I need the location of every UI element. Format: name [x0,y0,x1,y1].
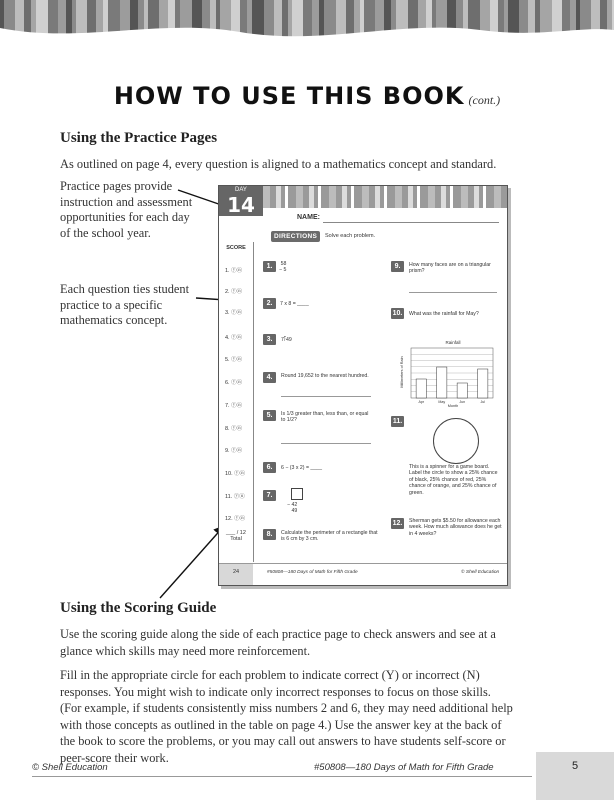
directions-text: Solve each problem. [325,233,376,239]
callout-line: of the school year. [60,225,151,240]
mini-footer-publisher: © Shell Education [461,570,500,575]
stripe [309,186,314,208]
callout-line: mathematics concept. [60,313,168,327]
question-number: 12. [392,520,403,527]
question-number: 3. [263,334,276,345]
stripe [417,186,420,208]
question-number: 11. [392,418,403,425]
score-row: 10. ⓨⓝ [225,471,246,477]
callout-line: practice to a specific [60,297,163,312]
paragraph-line: Use the scoring guide along the side of each practice page to check answers and see at a [60,627,496,641]
footer-rule [32,776,532,777]
callout-line: opportunities for each day [60,210,190,224]
stripe [474,186,479,208]
paragraph-line: with those concepts as outlined in the table on page 4.) Use the answer key at the back of [60,717,502,732]
stripe [395,186,402,208]
chart-title: Rainfall [445,340,461,345]
answer-line [281,396,371,397]
stripe [450,186,453,208]
answer-line [281,443,371,444]
question-number: 1. [263,261,276,272]
score-row: 3. ⓨⓝ [225,310,243,316]
day-box [219,186,263,216]
stripe [342,186,347,208]
scoring-paragraph-2 [60,667,513,766]
chart-tick-label: Apr [418,400,425,404]
day-label: DAY [235,187,247,193]
chart-bar [478,369,488,398]
day-number: 14 [227,193,255,217]
blank-box [291,488,303,500]
callout-line: Each question ties student [60,282,190,296]
stripe [318,186,321,208]
question-text: 58 − 5 [279,261,287,274]
score-heading: SCORE [226,245,246,251]
stripe [285,186,288,208]
score-row: 1. ⓨⓝ [225,268,243,274]
question-number: 4. [263,372,276,383]
name-line [323,222,499,223]
score-row: 12. ⓨⓝ [225,516,246,522]
stripe [483,186,486,208]
directions-badge: DIRECTIONS [271,231,320,242]
chart-tick-label: May [438,400,446,404]
title-cont: (cont.) [468,93,501,107]
chart-bar [457,383,467,398]
chart-bar [437,367,447,398]
question-number: 6. [263,462,276,473]
scoring-paragraph-1 [60,626,496,659]
paragraph-line: the book to score the problems, or you may call out answers to have students self-score or [60,734,506,748]
arrow-to-score-column [160,526,224,598]
footer-page-number: 5 [571,760,579,772]
question-text: − 42 49 [287,502,298,515]
stripe [375,186,380,208]
paragraph-line: (For example, if students consistently miss numbers 2 and 6, they may need additional help [60,701,513,715]
score-row: 2. ⓨⓝ [225,289,243,295]
paragraph-line: responses. You might wish to indicate only incorrect responses to focus on those skills. [60,684,491,699]
footer-publisher: © Shell Education [32,762,108,773]
score-row: 4. ⓨⓝ [225,335,243,341]
mini-footer-title: #50808—180 Days of Math for Fifth Grade [267,570,358,575]
question-text: Round 19,652 to the nearest hundred. [281,373,369,379]
chart-tick-label: Jun [459,400,466,404]
paragraph-line: glance which skills may need more reinforcement. [60,643,311,658]
chart-bars [416,367,488,398]
question-number: 5. [263,410,276,421]
score-row: 9. ⓨⓝ [225,448,243,454]
rainfall-chart [395,338,499,408]
score-row: 7. ⓨⓝ [225,403,243,409]
paragraph-line: Fill in the appropriate circle for each problem to indicate correct (Y) or incorrect (N) [60,668,480,682]
question-text: What was the rainfall for May? [409,311,479,317]
section-intro: As outlined on page 4, every question is aligned to a mathematics concept and standard. [60,157,497,171]
question-number: 2. [263,298,276,309]
chart-tick-label: Jul [480,400,486,404]
sample-practice-page [218,185,508,586]
question-number: 8. [263,529,276,540]
chart-bar [416,379,426,398]
footer-book-title: #50808—180 Days of Math for Fifth Grade [314,762,494,773]
question-text: Is 1/3 greater than, less than, or equal to 1/2? [281,411,369,424]
question-text: 7 x 8 = ____ [280,301,309,307]
title-main: HOW TO USE THIS BOOK [113,82,465,110]
stripe [296,186,303,208]
stripe [428,186,435,208]
score-row: 6. ⓨⓝ [225,380,243,386]
total-score [219,530,253,542]
question-number: 10. [392,310,403,317]
question-text: How many faces are on a triangular prism? [409,262,491,275]
stripe [384,186,387,208]
score-row: 5. ⓨⓝ [225,357,243,363]
callout-line: instruction and assessment [60,194,193,209]
question-text: Calculate the perimeter of a rectangle that is 6 cm by 3 cm. [281,530,378,543]
mini-page-footer [219,563,507,586]
stripe [362,186,369,208]
spinner-circle [433,418,479,464]
answer-line [409,292,497,293]
stripe [351,186,354,208]
chart-ylabel: Millimeters of Rain [400,356,404,388]
question-number: 7. [263,490,276,501]
question-number: 9. [391,261,404,272]
stripe [276,186,281,208]
callout-line: Practice pages provide [60,179,173,193]
score-row: 8. ⓨⓝ [225,426,243,432]
stripe [329,186,336,208]
mini-page-number: 24 [219,564,253,586]
question-text: Sherman gets $5.50 for allowance each week. How much allowance does he get in 4 weeks? [409,518,502,537]
total-score-blank: ___ / 12 [226,530,246,536]
question-text: 7⟌49 [281,337,292,343]
stripe [494,186,501,208]
score-row: 11. ⓨⓝ [225,494,245,500]
paragraph-line: peer-score their work. [60,750,169,765]
stripe [441,186,446,208]
section-heading-practice-pages: Using the Practice Pages [60,130,218,146]
stripe [263,186,270,208]
question-text: 6 − (3 x 2) = ____ [281,465,322,471]
total-label: Total [230,536,242,542]
chart-xlabel: Month [447,404,459,408]
section-heading-scoring-guide: Using the Scoring Guide [60,600,217,616]
stripe [408,186,413,208]
stripe [461,186,468,208]
name-label: NAME: [297,214,320,221]
question-text: This is a spinner for a game board. Label the circle to show a 25% chance of black, 25% chance of red, 25% chance of orange, and 25% chance of green. [409,464,498,496]
